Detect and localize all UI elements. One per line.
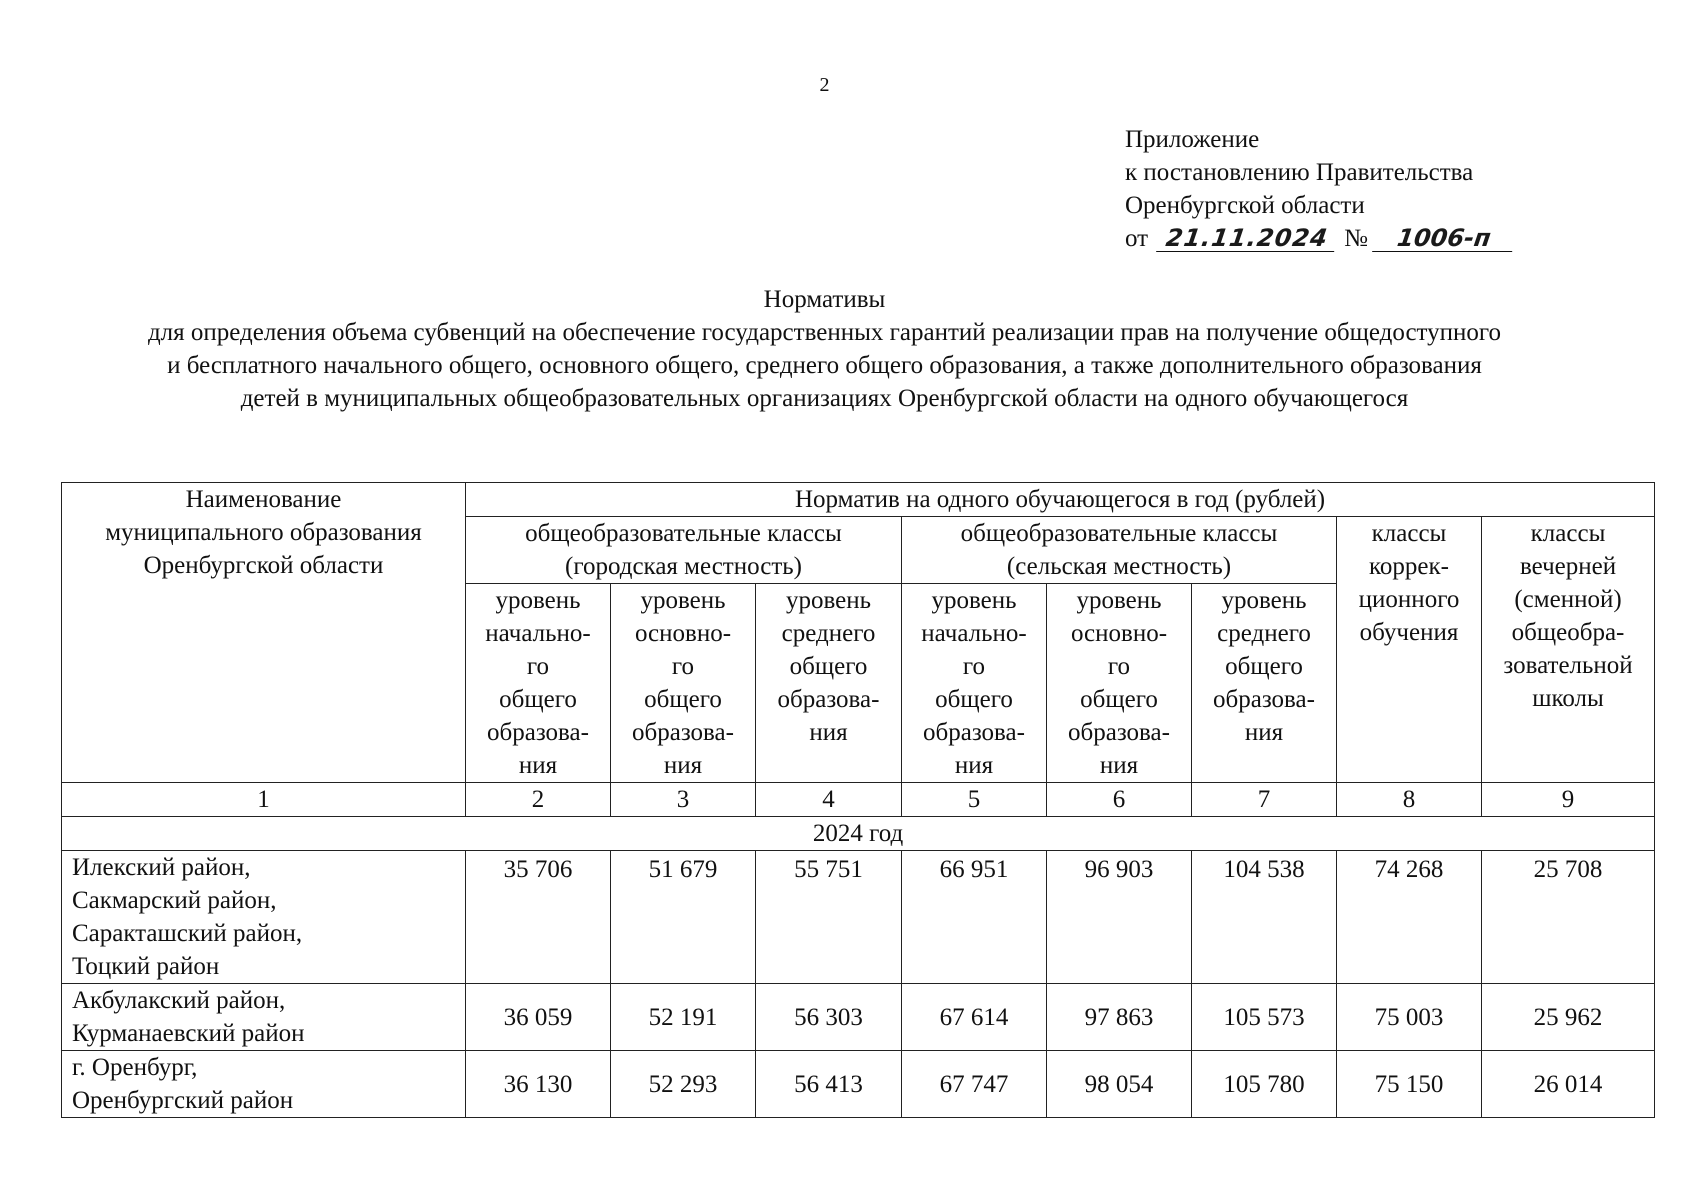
header-rural-basic [1047, 584, 1192, 783]
column-number: 6 [1047, 783, 1192, 817]
municipality-name: Курманаевский район [72, 1020, 305, 1047]
norm-value: 105 780 [1192, 1051, 1337, 1118]
column-numbers-row [62, 783, 1655, 817]
header-line: зовательной [1503, 652, 1633, 679]
header-urban [466, 517, 902, 584]
title-line-2: и бесплатного начального общего, основного общего, среднего общего образования, а также дополнительного образования [167, 352, 1482, 379]
header-line: ния [954, 752, 994, 779]
column-number: 4 [756, 783, 902, 817]
norm-value: 51 679 [611, 851, 756, 984]
norm-value: 97 863 [1047, 984, 1192, 1051]
title-line-1: для определения объема субвенций на обеспечение государственных гарантий реализации прав на получение общедоступного [147, 319, 1502, 346]
norms-table [61, 482, 1655, 1118]
column-number: 8 [1337, 783, 1482, 817]
header-line: образова- [923, 719, 1025, 746]
header-rural-line: общеобразовательные классы [960, 520, 1278, 547]
norm-value: 36 130 [466, 1051, 611, 1118]
header-line: го [671, 653, 695, 680]
municipality-name: Илекский район, [72, 854, 251, 881]
header-municipality-line: Наименование [185, 486, 342, 513]
municipality-name: г. Оренбург, [72, 1054, 198, 1081]
column-number: 1 [62, 783, 466, 817]
header-line: ния [1099, 752, 1139, 779]
norm-value: 75 003 [1337, 984, 1482, 1051]
table-row [62, 984, 1655, 1051]
from-label: от [1125, 225, 1149, 252]
header-line: ния [663, 752, 703, 779]
header-evening [1482, 517, 1655, 783]
header-urban-basic [611, 584, 756, 783]
resolution-number: 1006-п [1372, 225, 1516, 252]
header-line: образова- [1068, 719, 1170, 746]
header-line: уровень [931, 587, 1017, 614]
header-line: основно- [634, 620, 732, 647]
norm-value: 67 747 [902, 1051, 1047, 1118]
norm-value: 96 903 [1047, 851, 1192, 984]
header-line: (сменной) [1514, 586, 1622, 613]
appendix-date-line [1125, 222, 1514, 255]
municipality-name: Сакмарский район, [72, 887, 277, 914]
norm-value: 74 268 [1337, 851, 1482, 984]
header-line: общего [1080, 686, 1158, 713]
header-line: образова- [487, 719, 589, 746]
column-number: 9 [1482, 783, 1655, 817]
header-line: общего [644, 686, 722, 713]
header-line: образова- [777, 686, 880, 713]
document-title [0, 283, 1649, 415]
header-rural-secondary [1192, 584, 1337, 783]
header-line: го [1107, 653, 1131, 680]
header-line: вечерней [1519, 553, 1617, 580]
norm-value: 35 706 [466, 851, 611, 984]
header-line: классы [1371, 520, 1447, 547]
norm-value: 55 751 [756, 851, 902, 984]
header-line: среднего [781, 620, 876, 647]
header-municipality-line: муниципального образования [105, 519, 422, 546]
header-line: общего [1225, 653, 1303, 680]
number-label: № [1344, 225, 1368, 252]
header-line: начально- [485, 620, 591, 647]
header-line: классы [1530, 520, 1606, 547]
header-line: начально- [921, 620, 1027, 647]
header-line: общеобра- [1511, 619, 1625, 646]
header-line: общего [789, 653, 868, 680]
header-line: среднего [1217, 620, 1311, 647]
norm-value: 56 413 [756, 1051, 902, 1118]
norm-value: 52 293 [611, 1051, 756, 1118]
header-urban-line: общеобразовательные классы [525, 520, 842, 547]
header-line: ния [809, 719, 848, 746]
norm-value: 36 059 [466, 984, 611, 1051]
norm-value: 52 191 [611, 984, 756, 1051]
appendix-line-3: Оренбургской области [1125, 192, 1365, 219]
norm-value: 25 962 [1482, 984, 1655, 1051]
header-urban-primary [466, 584, 611, 783]
table-row [62, 1051, 1655, 1118]
header-line: образова- [1213, 686, 1315, 713]
header-municipality [62, 483, 466, 783]
header-line: уровень [785, 587, 872, 614]
norm-value: 75 150 [1337, 1051, 1482, 1118]
appendix-title: Приложение [1125, 126, 1260, 153]
header-rural-primary [902, 584, 1047, 783]
header-line: уровень [1221, 587, 1307, 614]
norm-value: 105 573 [1192, 984, 1337, 1051]
header-line: го [962, 653, 986, 680]
header-line: общего [935, 686, 1013, 713]
municipality-name: Оренбургский район [72, 1087, 294, 1114]
header-line: уровень [1076, 587, 1162, 614]
header-municipality-line: Оренбургской области [143, 552, 384, 579]
column-number: 3 [611, 783, 756, 817]
header-urban-line: (городская местность) [565, 553, 802, 580]
column-number: 7 [1192, 783, 1337, 817]
header-line: ционного [1358, 586, 1460, 613]
header-rural [902, 517, 1337, 584]
norm-value: 25 708 [1482, 851, 1655, 984]
header-urban-secondary [756, 584, 902, 783]
header-norm: Норматив на одного обучающегося в год (рублей) [466, 483, 1655, 517]
column-number: 5 [902, 783, 1047, 817]
norm-value: 98 054 [1047, 1051, 1192, 1118]
title-heading: Нормативы [763, 286, 886, 313]
appendix-line-2: к постановлению Правительства [1125, 159, 1474, 186]
header-line: школы [1532, 685, 1604, 712]
resolution-date: 21.11.2024 [1156, 225, 1338, 252]
municipality-name: Тоцкий район [72, 953, 220, 980]
header-line: общего [499, 686, 577, 713]
norm-value: 67 614 [902, 984, 1047, 1051]
column-number: 2 [466, 783, 611, 817]
header-line: ния [1244, 719, 1284, 746]
table-row [62, 851, 1655, 984]
municipality-cell [62, 984, 466, 1051]
header-line: уровень [495, 587, 581, 614]
municipality-cell [62, 1051, 466, 1118]
title-line-3: детей в муниципальных общеобразовательных организациях Оренбургской области на одного обучающегося [240, 385, 1409, 412]
page-number: 2 [819, 74, 830, 96]
header-line: уровень [640, 587, 726, 614]
appendix-block [1125, 123, 1514, 255]
norm-value: 26 014 [1482, 1051, 1655, 1118]
header-line: обучения [1359, 619, 1459, 646]
municipality-cell [62, 851, 466, 984]
municipality-name: Саракташский район, [72, 920, 303, 947]
header-rural-line: (сельская местность) [1006, 553, 1232, 580]
norm-value: 56 303 [756, 984, 902, 1051]
norm-value: 66 951 [902, 851, 1047, 984]
header-line: коррек- [1369, 553, 1449, 580]
header-line: ния [518, 752, 558, 779]
header-line: го [526, 653, 550, 680]
norm-value: 104 538 [1192, 851, 1337, 984]
header-line: образова- [632, 719, 734, 746]
header-line: основно- [1070, 620, 1168, 647]
municipality-name: Акбулакский район, [72, 987, 286, 1014]
header-correctional [1337, 517, 1482, 783]
year-label: 2024 год [62, 817, 1655, 851]
